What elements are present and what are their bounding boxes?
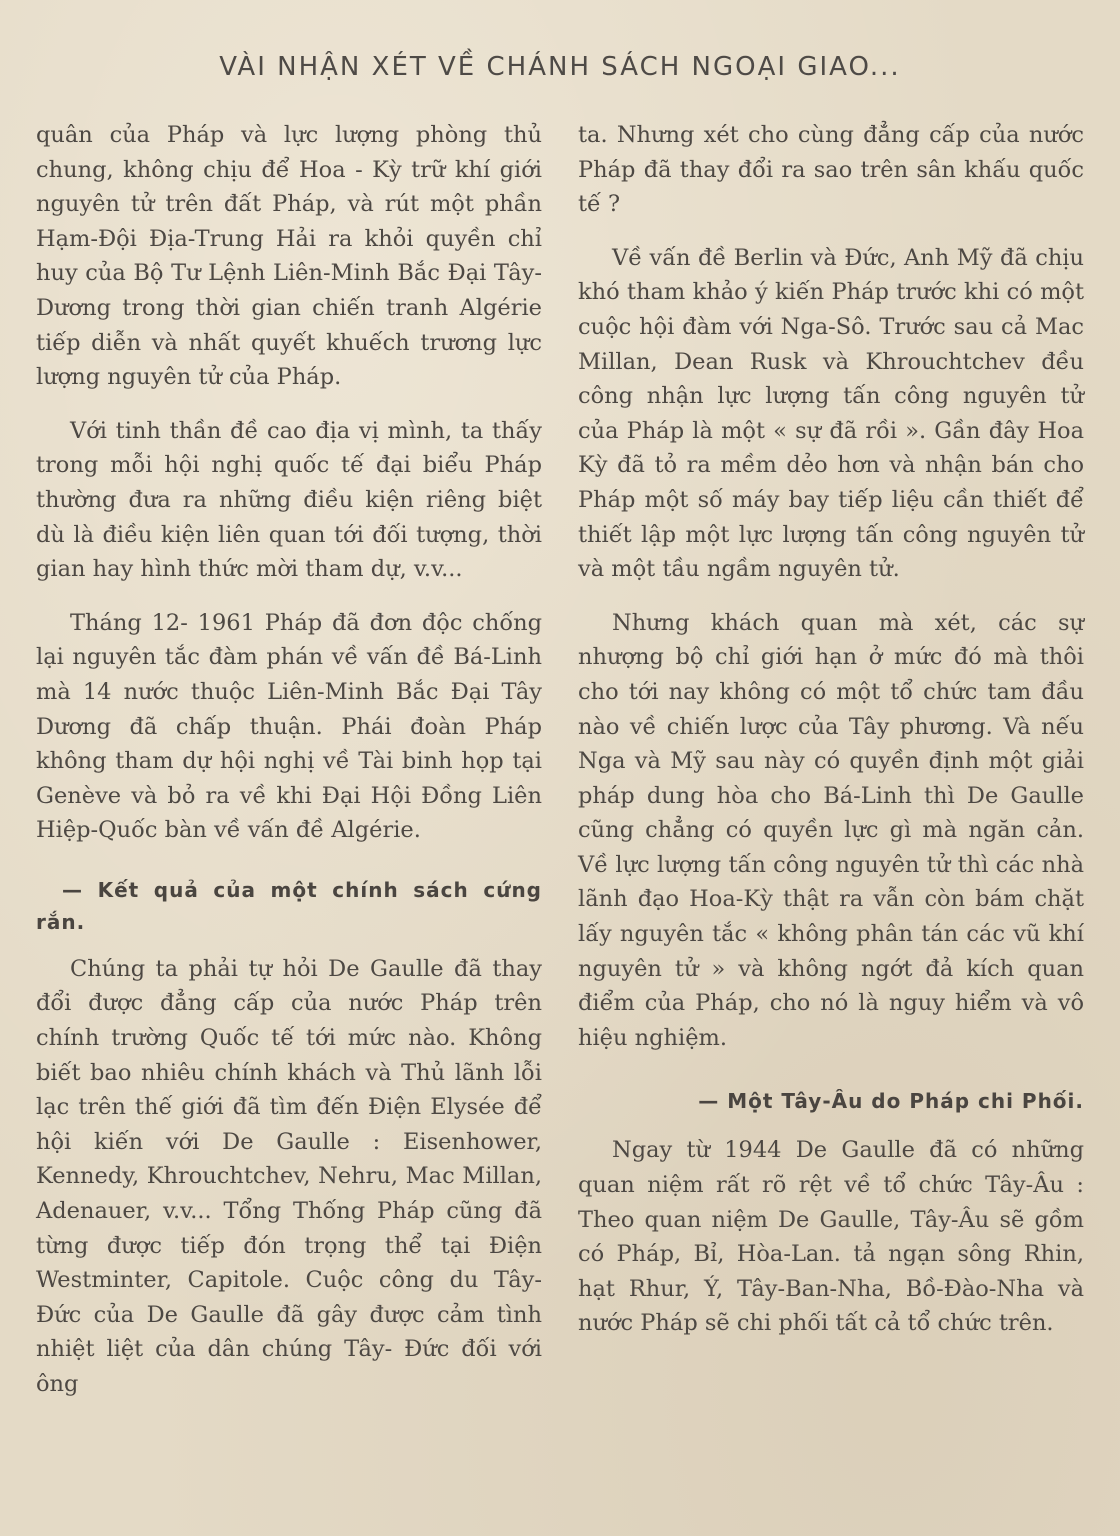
section-subheading: — Một Tây-Âu do Pháp chi Phối.: [698, 1089, 1084, 1114]
paragraph: Về vấn đề Berlin và Đức, Anh Mỹ đã chịu khó tham khảo ý kiến Pháp trước khi có một cuộc hội đàm với Nga-Sô. Trước sau cả Mac Millan, Dean Rusk và Khrouchtchev đều công nhận lực lượng tấn công nguyên tử của Pháp là một « sự đã rồi ». Gần đây Hoa Kỳ đã tỏ ra mềm dẻo hơn và nhận bán cho Pháp một số máy bay tiếp liệu cần thiết để thiết lập một lực lượng tấn công nguyên tử và một tầu ngầm nguyên tử.: [578, 244, 1084, 583]
running-header: VÀI NHẬN XÉT VỀ CHÁNH SÁCH NGOẠI GIAO...: [219, 52, 901, 82]
paragraph: Với tinh thần đề cao địa vị mình, ta thấy trong mỗi hội nghị quốc tế đại biểu Pháp thường đưa ra những điều kiện riêng biệt dù là điều kiện liên quan tới đối tượng, thời gian hay hình thức mời tham dự, v.v...: [36, 417, 542, 583]
paragraph: Tháng 12- 1961 Pháp đã đơn độc chống lại nguyên tắc đàm phán về vấn đề Bá-Linh mà 14 nước thuộc Liên-Minh Bắc Đại Tây Dương đã chấp thuận. Phái đoàn Pháp không tham dự hội nghị về Tài binh họp tại Genève và bỏ ra về khi Đại Hội Đồng Liên Hiệp-Quốc bàn về vấn đề Algérie.: [36, 609, 542, 844]
paragraph: Nhưng khách quan mà xét, các sự nhượng bộ chỉ giới hạn ở mức đó mà thôi cho tới nay không có một tổ chức tam đầu nào về chiến lược của Tây phương. Và nếu Nga và Mỹ sau này có quyền định một giải pháp dung hòa cho Bá-Linh thì De Gaulle cũng chẳng có quyền lực gì mà ngăn cản. Về lực lượng tấn công nguyên tử thì các nhà lãnh đạo Hoa-Kỳ thật ra vẫn còn bám chặt lấy nguyên tắc « không phân tán các vũ khí nguyên tử » và không ngớt đả kích quan điểm của Pháp, cho nó là nguy hiểm và vô hiệu nghiệm.: [578, 609, 1084, 1051]
section-subheading: — Kết quả của một chính sách cứng rắn.: [36, 877, 542, 934]
paragraph: Chúng ta phải tự hỏi De Gaulle đã thay đổi được đẳng cấp của nước Pháp trên chính trường Quốc tế tới mức nào. Không biết bao nhiêu chính khách và Thủ lãnh lỗi lạc trên thế giới đã tìm đến Điện Elysée để hội kiến với De Gaulle : Eisenhower, Kennedy, Khrouchtchev, Nehru, Mac Millan, Adenauer, v.v... Tổng Thống Pháp cũng đã từng được tiếp đón trọng thể tại Điện Westminter, Capitole. Cuộc công du Tây-Đức của De Gaulle đã gây được cảm tình nhiệt liệt của dân chúng Tây- Đức đối với ông: [36, 955, 542, 1397]
left-column: [36, 118, 542, 1421]
paragraph: ta. Nhưng xét cho cùng đẳng cấp của nước Pháp đã thay đổi ra sao trên sân khấu quốc tế ?: [578, 122, 1084, 218]
paragraph: Ngay từ 1944 De Gaulle đã có những quan niệm rất rõ rệt về tổ chức Tây-Âu : Theo quan niệm De Gaulle, Tây-Âu sẽ gồm có Pháp, Bỉ, Hòa-Lan. tả ngạn sông Rhin, hạt Rhur, Ý, Tây-Ban-Nha, Bồ-Đào-Nha và nước Pháp sẽ chi phối tất cả tổ chức trên.: [578, 1137, 1084, 1337]
right-column: [578, 118, 1084, 1360]
paragraph: quân của Pháp và lực lượng phòng thủ chung, không chịu để Hoa - Kỳ trữ khí giới nguyên tử trên đất Pháp, và rút một phần Hạm-Đội Địa-Trung Hải ra khỏi quyền chỉ huy của Bộ Tư Lệnh Liên-Minh Bắc Đại Tây-Dương trong thời gian chiến tranh Algérie tiếp diễn và nhất quyết khuếch trương lực lượng nguyên tử của Pháp.: [36, 122, 542, 391]
